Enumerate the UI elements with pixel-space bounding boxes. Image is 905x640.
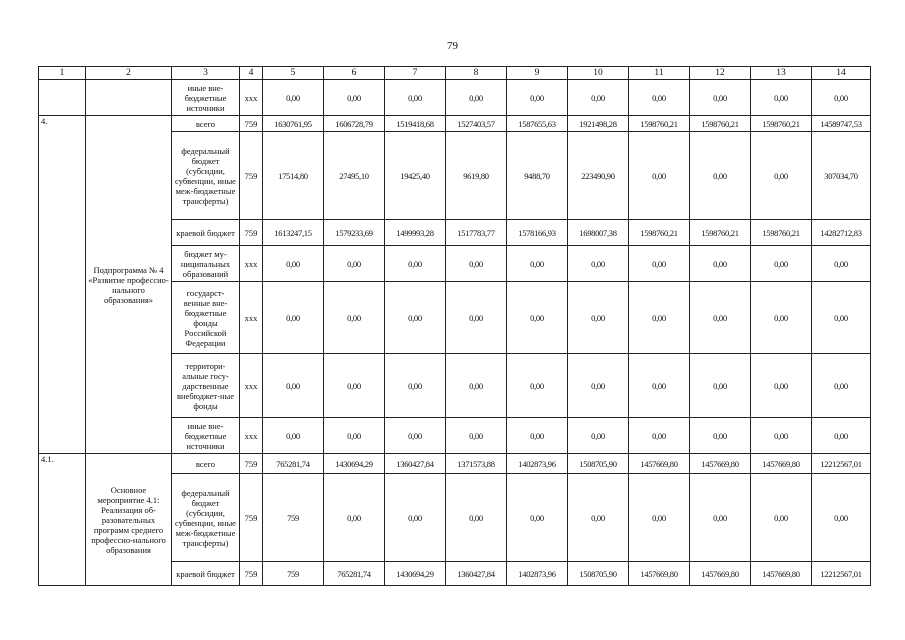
amount-cell: 1430694,29 [385,562,446,586]
amount-cell: 1402873,96 [507,562,568,586]
amount-cell: 0,00 [812,246,871,282]
budget-code: xxx [240,354,263,418]
column-number-header: 7 [385,67,446,80]
amount-cell: 12212567,01 [812,454,871,474]
amount-cell: 0,00 [629,474,690,562]
amount-cell: 1587655,63 [507,116,568,132]
amount-cell: 0,00 [263,282,324,354]
amount-cell: 0,00 [507,246,568,282]
amount-cell: 1499993,28 [385,220,446,246]
amount-cell: 759 [263,474,324,562]
budget-code: xxx [240,246,263,282]
amount-cell: 0,00 [751,418,812,454]
funding-source: краевой бюджет [172,220,240,246]
amount-cell: 12212567,01 [812,562,871,586]
column-number-header: 5 [263,67,324,80]
amount-cell: 0,00 [629,132,690,220]
amount-cell: 0,00 [263,354,324,418]
amount-cell: 0,00 [568,282,629,354]
amount-cell: 0,00 [690,354,751,418]
amount-cell: 19425,40 [385,132,446,220]
amount-cell: 1457669,80 [629,562,690,586]
amount-cell: 765281,74 [324,562,385,586]
amount-cell: 0,00 [568,474,629,562]
column-number-header: 9 [507,67,568,80]
amount-cell: 1606728,79 [324,116,385,132]
budget-code: 759 [240,474,263,562]
amount-cell: 0,00 [629,418,690,454]
column-number-header: 6 [324,67,385,80]
amount-cell: 1457669,80 [690,454,751,474]
amount-cell: 0,00 [446,418,507,454]
funding-source: иные вне-бюджетные источники [172,80,240,116]
amount-cell: 1430694,29 [324,454,385,474]
program-title [86,80,172,116]
amount-cell: 0,00 [507,80,568,116]
funding-source: иные вне-бюджетные источники [172,418,240,454]
amount-cell: 1598760,21 [751,220,812,246]
amount-cell: 0,00 [690,80,751,116]
column-number-header: 2 [86,67,172,80]
amount-cell: 0,00 [385,354,446,418]
amount-cell: 0,00 [568,80,629,116]
amount-cell: 0,00 [507,418,568,454]
amount-cell: 0,00 [446,246,507,282]
column-number-header: 13 [751,67,812,80]
amount-cell: 307034,70 [812,132,871,220]
amount-cell: 759 [263,562,324,586]
amount-cell: 0,00 [751,474,812,562]
column-number-header: 4 [240,67,263,80]
amount-cell: 1598760,21 [751,116,812,132]
amount-cell: 0,00 [263,246,324,282]
amount-cell: 0,00 [324,80,385,116]
amount-cell: 0,00 [324,246,385,282]
column-number-header: 8 [446,67,507,80]
amount-cell: 0,00 [812,354,871,418]
amount-cell: 0,00 [690,282,751,354]
amount-cell: 1519418,68 [385,116,446,132]
amount-cell: 1457669,80 [751,562,812,586]
amount-cell: 1921498,28 [568,116,629,132]
table-row [39,116,871,132]
amount-cell: 1598760,21 [629,116,690,132]
page-number: 79 [447,40,458,52]
amount-cell: 765281,74 [263,454,324,474]
section-number: 4. [39,116,86,454]
amount-cell: 1579233,69 [324,220,385,246]
amount-cell: 1457669,80 [690,562,751,586]
amount-cell: 1527403,57 [446,116,507,132]
amount-cell: 14282712,83 [812,220,871,246]
amount-cell: 0,00 [324,354,385,418]
amount-cell: 0,00 [324,282,385,354]
amount-cell: 0,00 [385,246,446,282]
program-title: Основное мероприятие 4.1: Реализация об-разовательных программ среднего профессио-нального образования [86,454,172,586]
funding-source: бюджет му-ниципальных образований [172,246,240,282]
amount-cell: 0,00 [446,80,507,116]
funding-source: федеральный бюджет (субсидии, субвенции, иные меж-бюджетные трансферты) [172,132,240,220]
amount-cell: 0,00 [812,282,871,354]
amount-cell: 1360427,84 [385,454,446,474]
amount-cell: 1598760,21 [690,116,751,132]
amount-cell: 0,00 [751,80,812,116]
amount-cell: 0,00 [690,132,751,220]
amount-cell: 0,00 [568,418,629,454]
program-title: Подпрограмма № 4 «Развитие профессио-нального образования» [86,116,172,454]
budget-code: xxx [240,418,263,454]
amount-cell: 1360427,84 [446,562,507,586]
column-number-header: 1 [39,67,86,80]
amount-cell: 1371573,88 [446,454,507,474]
amount-cell: 0,00 [568,354,629,418]
table-row [39,454,871,474]
budget-code: 759 [240,220,263,246]
amount-cell: 0,00 [385,474,446,562]
amount-cell: 17514,80 [263,132,324,220]
amount-cell: 0,00 [263,80,324,116]
amount-cell: 0,00 [446,354,507,418]
column-number-header: 14 [812,67,871,80]
amount-cell: 1517783,77 [446,220,507,246]
amount-cell: 0,00 [812,418,871,454]
amount-cell: 0,00 [751,282,812,354]
amount-cell: 27495,10 [324,132,385,220]
amount-cell: 0,00 [751,354,812,418]
amount-cell: 0,00 [690,474,751,562]
budget-code: 759 [240,454,263,474]
amount-cell: 0,00 [263,418,324,454]
section-number: 4.1. [39,454,86,586]
amount-cell: 0,00 [629,354,690,418]
amount-cell: 1508705,90 [568,562,629,586]
amount-cell: 1698007,38 [568,220,629,246]
amount-cell: 0,00 [629,246,690,282]
amount-cell: 0,00 [446,282,507,354]
amount-cell: 0,00 [446,474,507,562]
amount-cell: 0,00 [385,282,446,354]
amount-cell: 1578166,93 [507,220,568,246]
amount-cell: 1630761,95 [263,116,324,132]
column-number-header: 3 [172,67,240,80]
amount-cell: 0,00 [324,418,385,454]
amount-cell: 0,00 [690,418,751,454]
amount-cell: 0,00 [751,132,812,220]
amount-cell: 223490,90 [568,132,629,220]
column-number-header: 10 [568,67,629,80]
column-number-header: 12 [690,67,751,80]
amount-cell: 9619,80 [446,132,507,220]
amount-cell: 1457669,80 [751,454,812,474]
funding-source: краевой бюджет [172,562,240,586]
amount-cell: 0,00 [629,80,690,116]
amount-cell: 9488,70 [507,132,568,220]
funding-source: всего [172,116,240,132]
amount-cell: 1598760,21 [629,220,690,246]
amount-cell: 0,00 [690,246,751,282]
section-number [39,80,86,116]
budget-code: xxx [240,80,263,116]
amount-cell: 0,00 [507,354,568,418]
amount-cell: 1598760,21 [690,220,751,246]
amount-cell: 0,00 [324,474,385,562]
budget-table [38,66,871,586]
amount-cell: 0,00 [751,246,812,282]
amount-cell: 0,00 [812,80,871,116]
column-number-header: 11 [629,67,690,80]
amount-cell: 0,00 [385,418,446,454]
amount-cell: 0,00 [507,474,568,562]
amount-cell: 0,00 [385,80,446,116]
budget-code: 759 [240,116,263,132]
budget-table-body [39,67,871,586]
budget-code: 759 [240,132,263,220]
amount-cell: 0,00 [812,474,871,562]
amount-cell: 0,00 [507,282,568,354]
amount-cell: 0,00 [568,246,629,282]
budget-code: 759 [240,562,263,586]
funding-source: территори-альные госу-дарственные внебюджет-ные фонды [172,354,240,418]
funding-source: государст-венные вне-бюджетные фонды Российской Федерации [172,282,240,354]
amount-cell: 1508705,90 [568,454,629,474]
amount-cell: 14589747,53 [812,116,871,132]
funding-source: всего [172,454,240,474]
funding-source: федеральный бюджет (субсидии, субвенции, иные меж-бюджетные трансферты) [172,474,240,562]
amount-cell: 1613247,15 [263,220,324,246]
amount-cell: 0,00 [629,282,690,354]
amount-cell: 1402873,96 [507,454,568,474]
header-row [39,67,871,80]
budget-code: xxx [240,282,263,354]
table-row [39,80,871,116]
amount-cell: 1457669,80 [629,454,690,474]
